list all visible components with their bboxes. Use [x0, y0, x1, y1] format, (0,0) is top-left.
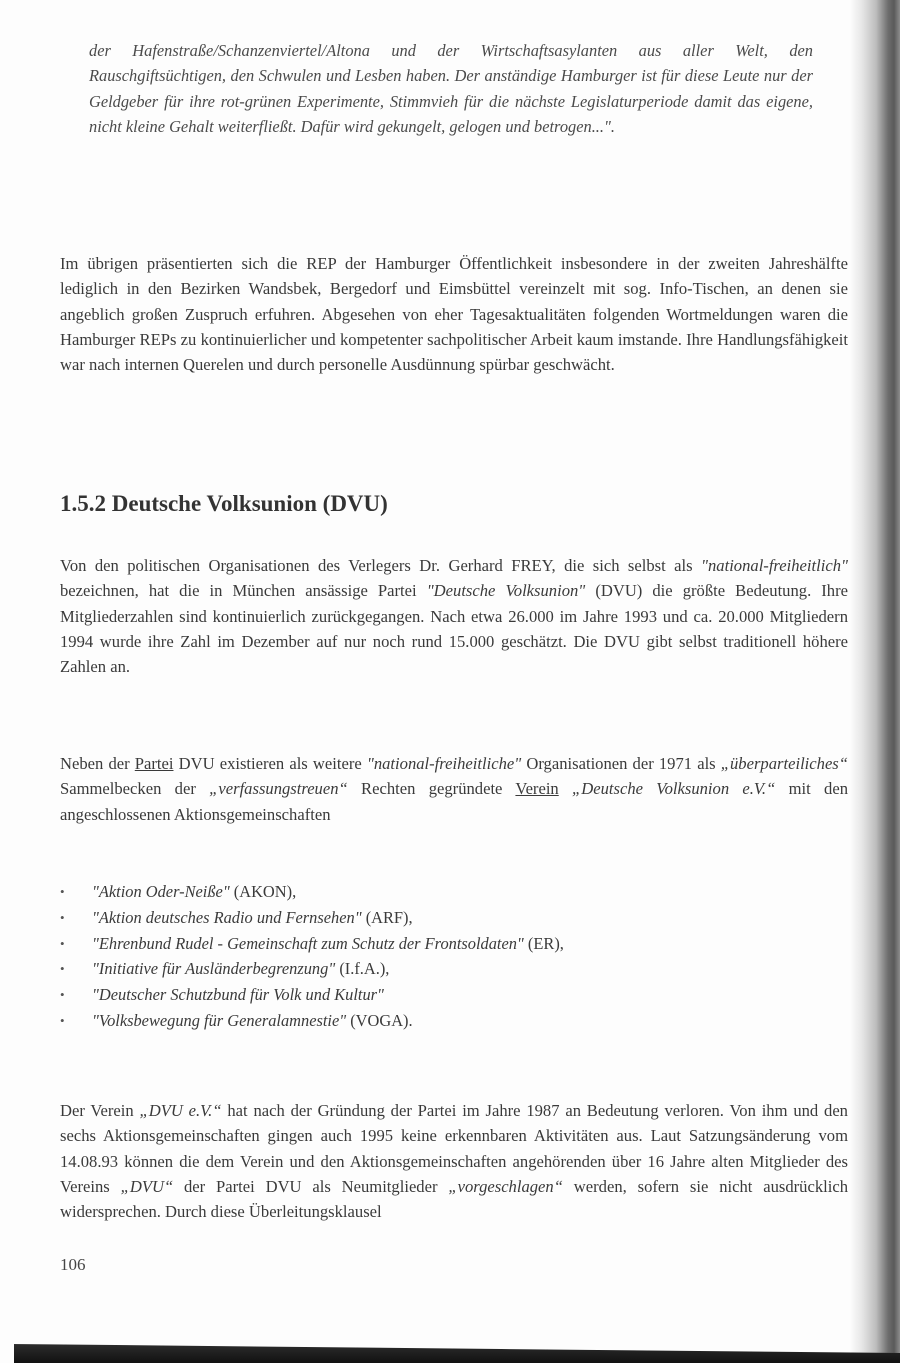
organisation-name: "Aktion deutsches Radio und Fernsehen"	[92, 907, 362, 927]
organisations-list	[60, 879, 564, 1034]
organisation-abbr: (ER),	[523, 933, 564, 953]
organisation-name: "Ehrenbund Rudel - Gemeinschaft zum Schutz der Frontsoldaten"	[92, 933, 524, 953]
organisation-name: "Aktion Oder-Neiße"	[92, 882, 230, 901]
organisation-abbr: (VOGA).	[346, 1010, 413, 1030]
section-heading: 1.5.2 Deutsche Volksunion (DVU)	[60, 491, 388, 516]
text-run: Der Verein	[60, 1101, 140, 1120]
underlined-term: Verein	[515, 779, 559, 799]
list-item	[60, 931, 564, 957]
paragraph-dvu-verein	[60, 1098, 848, 1224]
text-run: hat nach der Gründung der Partei im Jahre 1987 an Bedeutung verloren. Von ihm und den sechs Aktionsgemeinschaften gingen auch 1995 keine erkennbaren Aktivitäten aus. Laut Satzungsänderung vom 14.08.93 können die dem Verein und den Aktionsgemeinschaften angehörenden über 16 Jahre alten Mitglieder des Vereins	[60, 1101, 848, 1196]
italic-term: "Deutsche Volksunion"	[426, 581, 586, 601]
page-bottom-edge-shadow	[14, 1339, 900, 1363]
text-run: bezeichnen, hat die in München ansässige Partei	[60, 581, 427, 601]
organisation-abbr: (ARF),	[361, 907, 413, 927]
text-run: Rechten gegründete	[347, 779, 516, 799]
italic-term: "national-freiheitlich"	[701, 556, 848, 575]
paragraph-dvu-organisations	[60, 751, 848, 827]
list-item	[60, 956, 564, 982]
list-item	[60, 1008, 564, 1034]
italic-term: „verfassungstreuen“	[209, 779, 348, 799]
organisation-abbr: (I.f.A.),	[335, 959, 390, 979]
text-run	[559, 779, 572, 798]
organisation-abbr: (AKON),	[229, 882, 297, 901]
organisation-name: "Deutscher Schutzbund für Volk und Kultur"	[92, 985, 384, 1005]
italic-term: „überparteiliches“	[720, 754, 848, 773]
paragraph-rep-hamburg: Im übrigen präsentierten sich die REP der Hamburger Öffentlichkeit insbesondere in der zweiten Jahreshälfte lediglich in den Bezirken Wandsbek, Bergedorf und Eimsbüttel vereinzelt mit sog. Info-Tischen, an denen sie angeblich großen Zuspruch erfuhren. Abgesehen von eher Tagesaktualitäten folgenden Wortmeldungen waren die Hamburger REPs zu kontinuierlicher und kompetenter sachpolitischer Arbeit kaum imstande. Ihre Handlungsfähigkeit war nach internen Querelen und durch personelle Ausdünnung spürbar geschwächt.	[60, 254, 848, 375]
page-number: 106	[60, 1255, 86, 1274]
italic-term: „vorgeschlagen“	[448, 1176, 563, 1196]
text-run: Neben der	[60, 754, 135, 773]
italic-term: „Deutsche Volksunion e.V.“	[572, 779, 776, 799]
text-run: Von den politischen Organisationen des Verlegers Dr. Gerhard FREY, die sich selbst als	[60, 556, 702, 575]
book-spine-shadow	[850, 0, 900, 1363]
quote-block: der Hafenstraße/Schanzenviertel/Altona und der Wirtschaftsasylanten aus aller Welt, den Rauschgiftsüchtigen, den Schwulen und Lesben haben. Der anständige Hamburger ist für diese Leute nur der Geldgeber für ihre rot-grünen Experimente, Stimmvieh für die nächste Legislaturperiode damit das eigene, nicht kleine Gehalt weiterfließt. Dafür wird gekungelt, gelogen und betrogen...".	[89, 41, 813, 137]
text-run: der Partei DVU als Neumitglieder	[173, 1176, 449, 1196]
italic-term: „DVU“	[120, 1176, 174, 1196]
list-item	[60, 879, 564, 905]
text-run: Organisationen der 1971 als	[521, 754, 721, 773]
text-run: mit den angeschlossenen Aktionsgemeinschaften	[60, 779, 848, 824]
paragraph-dvu-intro	[60, 553, 848, 679]
underlined-term: Partei	[134, 754, 174, 773]
list-item	[60, 905, 564, 931]
text-run: Sammelbecken der	[60, 779, 210, 799]
text-run: werden, sofern sie nicht ausdrücklich widersprechen. Durch diese Überleitungsklausel	[60, 1176, 848, 1222]
italic-term: „DVU e.V.“	[139, 1101, 222, 1120]
text-run: (DVU) die größte Bedeutung. Ihre Mitgliederzahlen sind kontinuierlich zurückgegangen. Nach etwa 26.000 im Jahre 1993 und ca. 20.000 Mitgliedern 1994 wurde ihre Zahl im Dezember auf nur noch rund 15.000 geschätzt. Die DVU gibt selbst traditionell höhere Zahlen an.	[60, 581, 848, 677]
list-item	[60, 982, 564, 1008]
organisation-name: "Volksbewegung für Generalamnestie"	[92, 1010, 347, 1030]
italic-term: "national-freiheitliche"	[366, 754, 522, 773]
organisation-name: "Initiative für Ausländerbegrenzung"	[92, 959, 336, 979]
text-run: DVU existieren als weitere	[173, 754, 367, 773]
